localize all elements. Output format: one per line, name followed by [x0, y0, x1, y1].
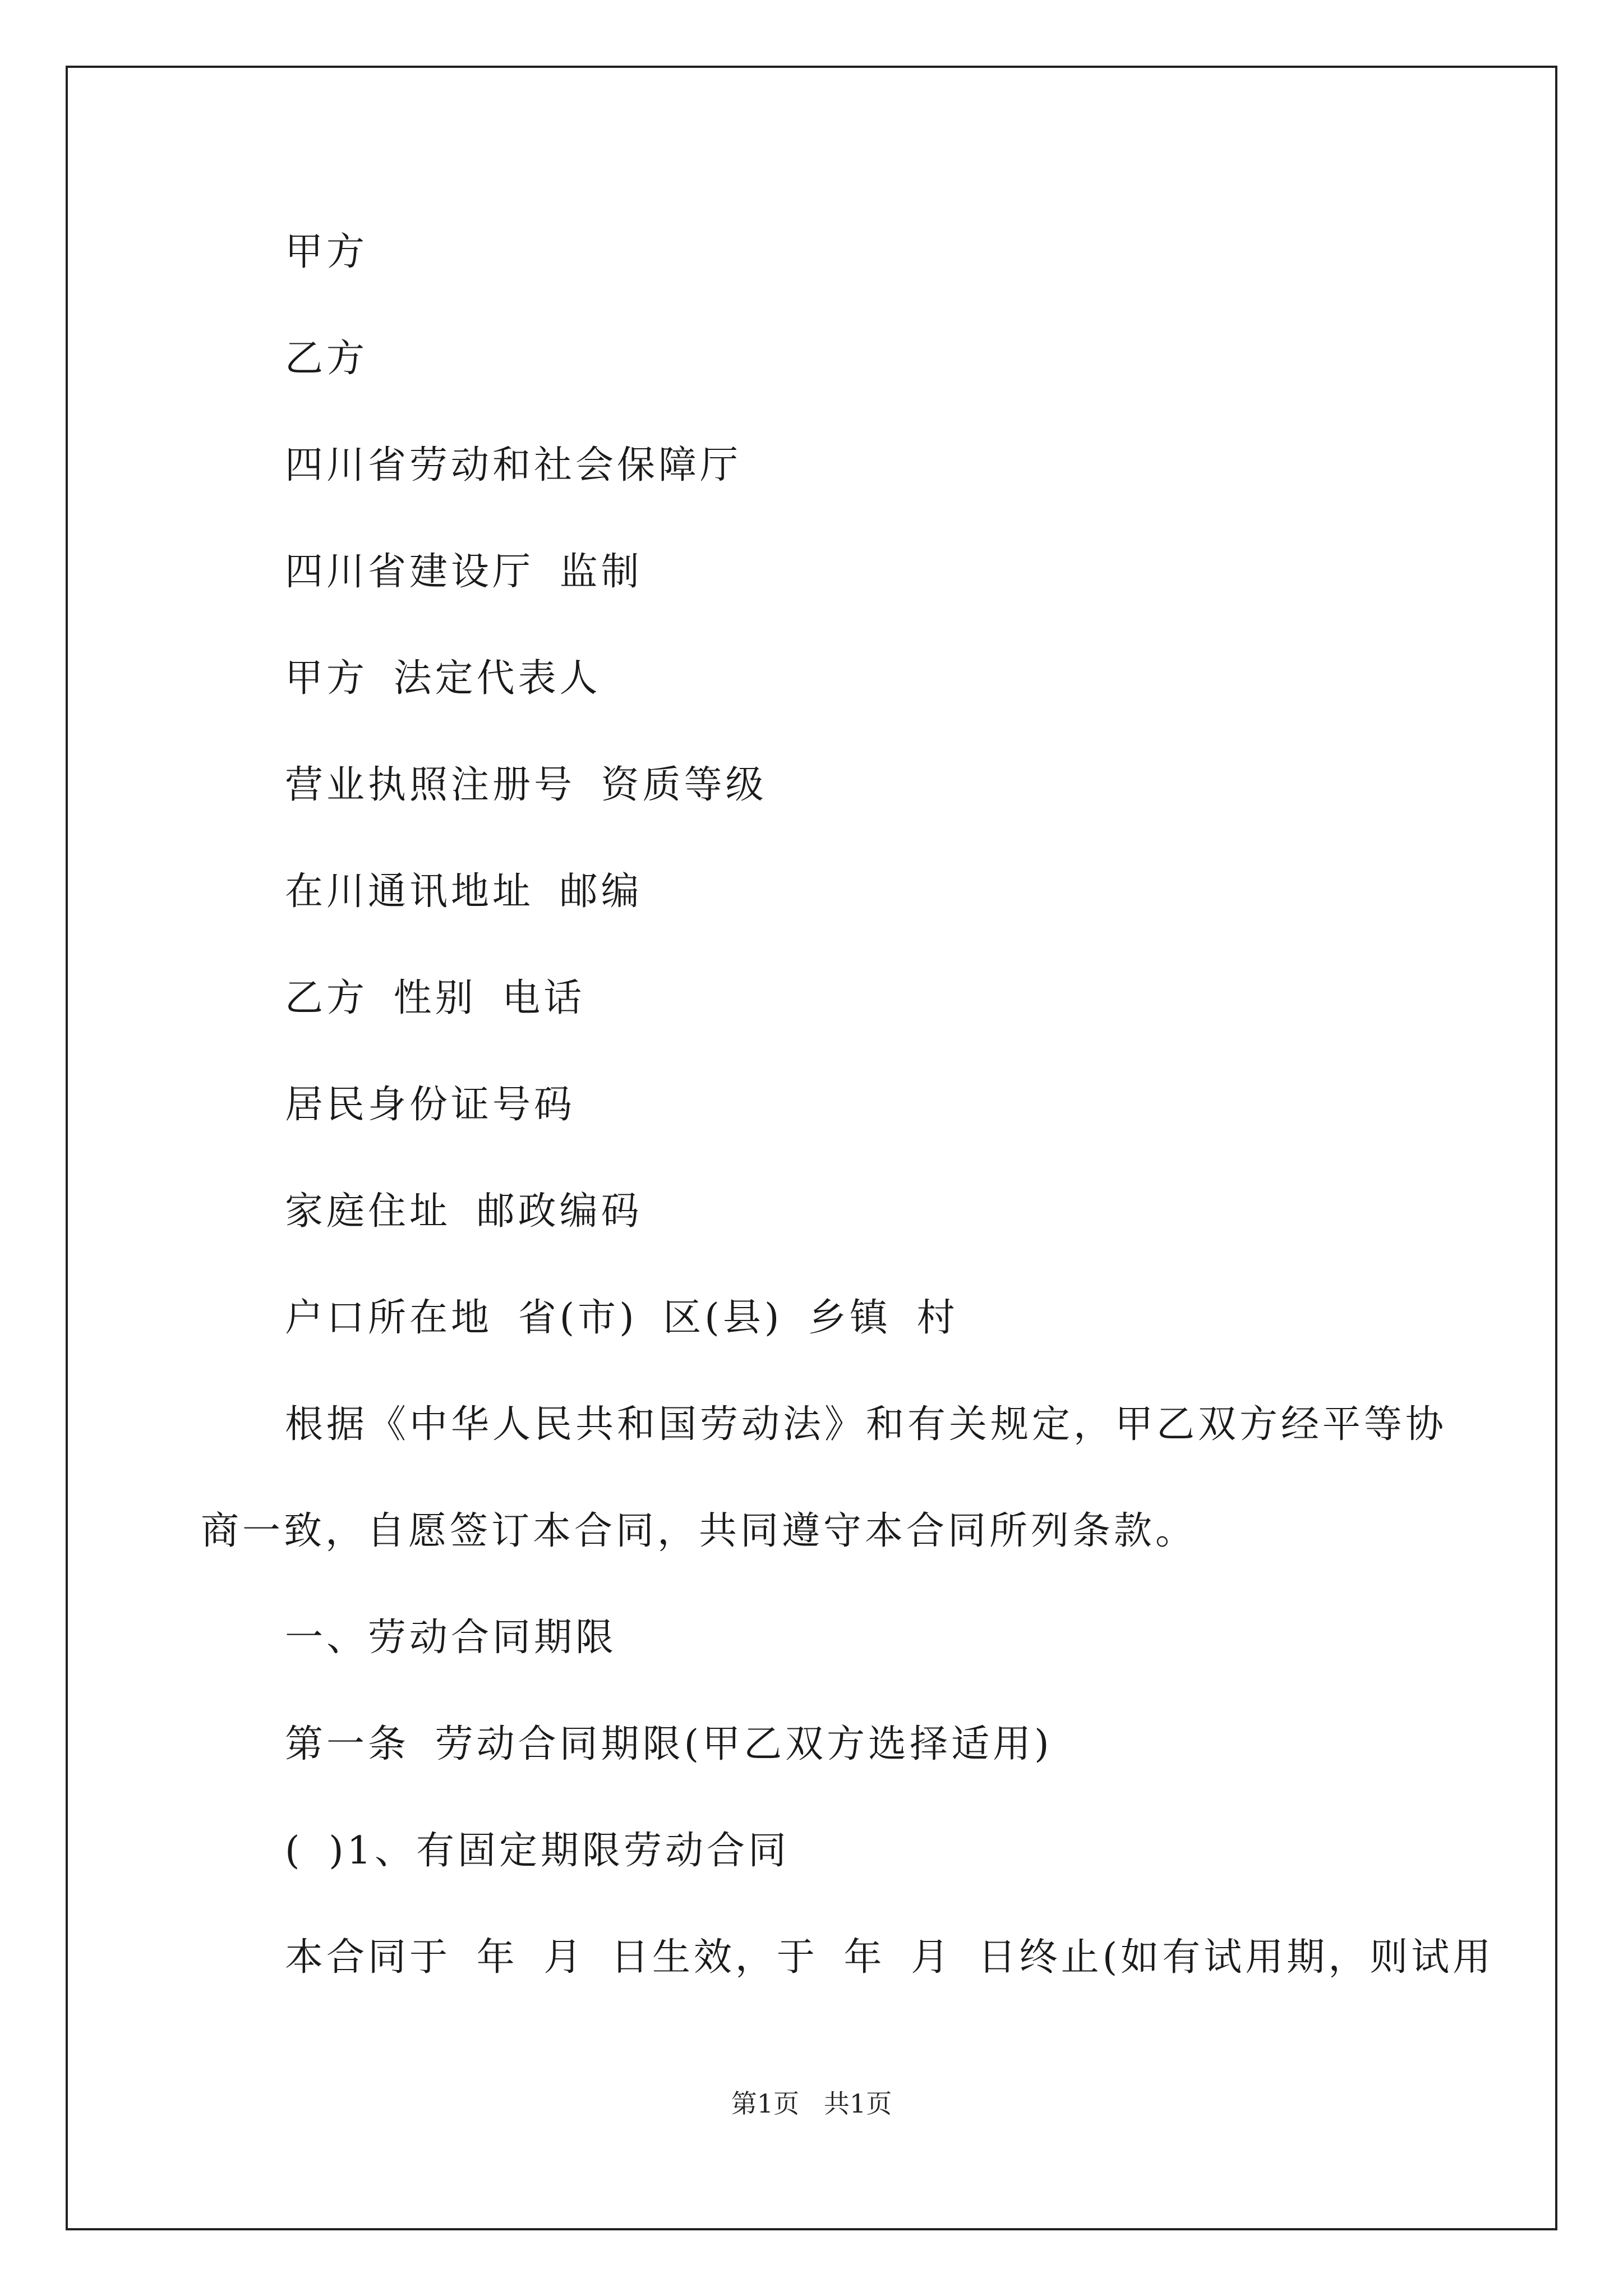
paragraph-effective-dates: 本合同于 年 月 日生效，于 年 月 日终止(如有试用期，则试用: [285, 1935, 1495, 1980]
option-fixed-term-contract: ( )1、有固定期限劳动合同: [285, 1829, 790, 1873]
paragraph-business-license: 营业执照注册号 资质等级: [285, 763, 767, 807]
paragraph-party-b: 乙方: [285, 337, 368, 381]
paragraph-home-address: 家庭住址 邮政编码: [285, 1189, 643, 1234]
page-border: [66, 66, 1557, 2230]
article-one-heading: 第一条 劳动合同期限(甲乙双方选择适用): [285, 1722, 1053, 1766]
paragraph-party-a-legal-rep: 甲方 法定代表人: [285, 656, 601, 701]
page-footer: 第1页 共1页: [731, 2088, 892, 2119]
paragraph-issuer-construction-dept: 四川省建设厅 监制: [285, 550, 643, 594]
paragraph-address-postcode: 在川通讯地址 邮编: [285, 869, 643, 914]
paragraph-party-b-gender-phone: 乙方 性别 电话: [285, 976, 585, 1020]
section-heading-contract-term: 一、劳动合同期限: [285, 1616, 617, 1660]
paragraph-household-registration: 户口所在地 省(市) 区(县) 乡镇 村: [285, 1296, 958, 1340]
paragraph-party-a: 甲方: [285, 230, 368, 274]
paragraph-preamble-line-2: 商一致，自愿签订本合同，共同遵守本合同所列条款。: [201, 1509, 1197, 1553]
paragraph-id-number: 居民身份证号码: [285, 1083, 576, 1127]
paragraph-issuer-labor-dept: 四川省劳动和社会保障厅: [285, 443, 742, 487]
paragraph-preamble-line-1: 根据《中华人民共和国劳动法》和有关规定，甲乙双方经平等协: [285, 1402, 1447, 1447]
